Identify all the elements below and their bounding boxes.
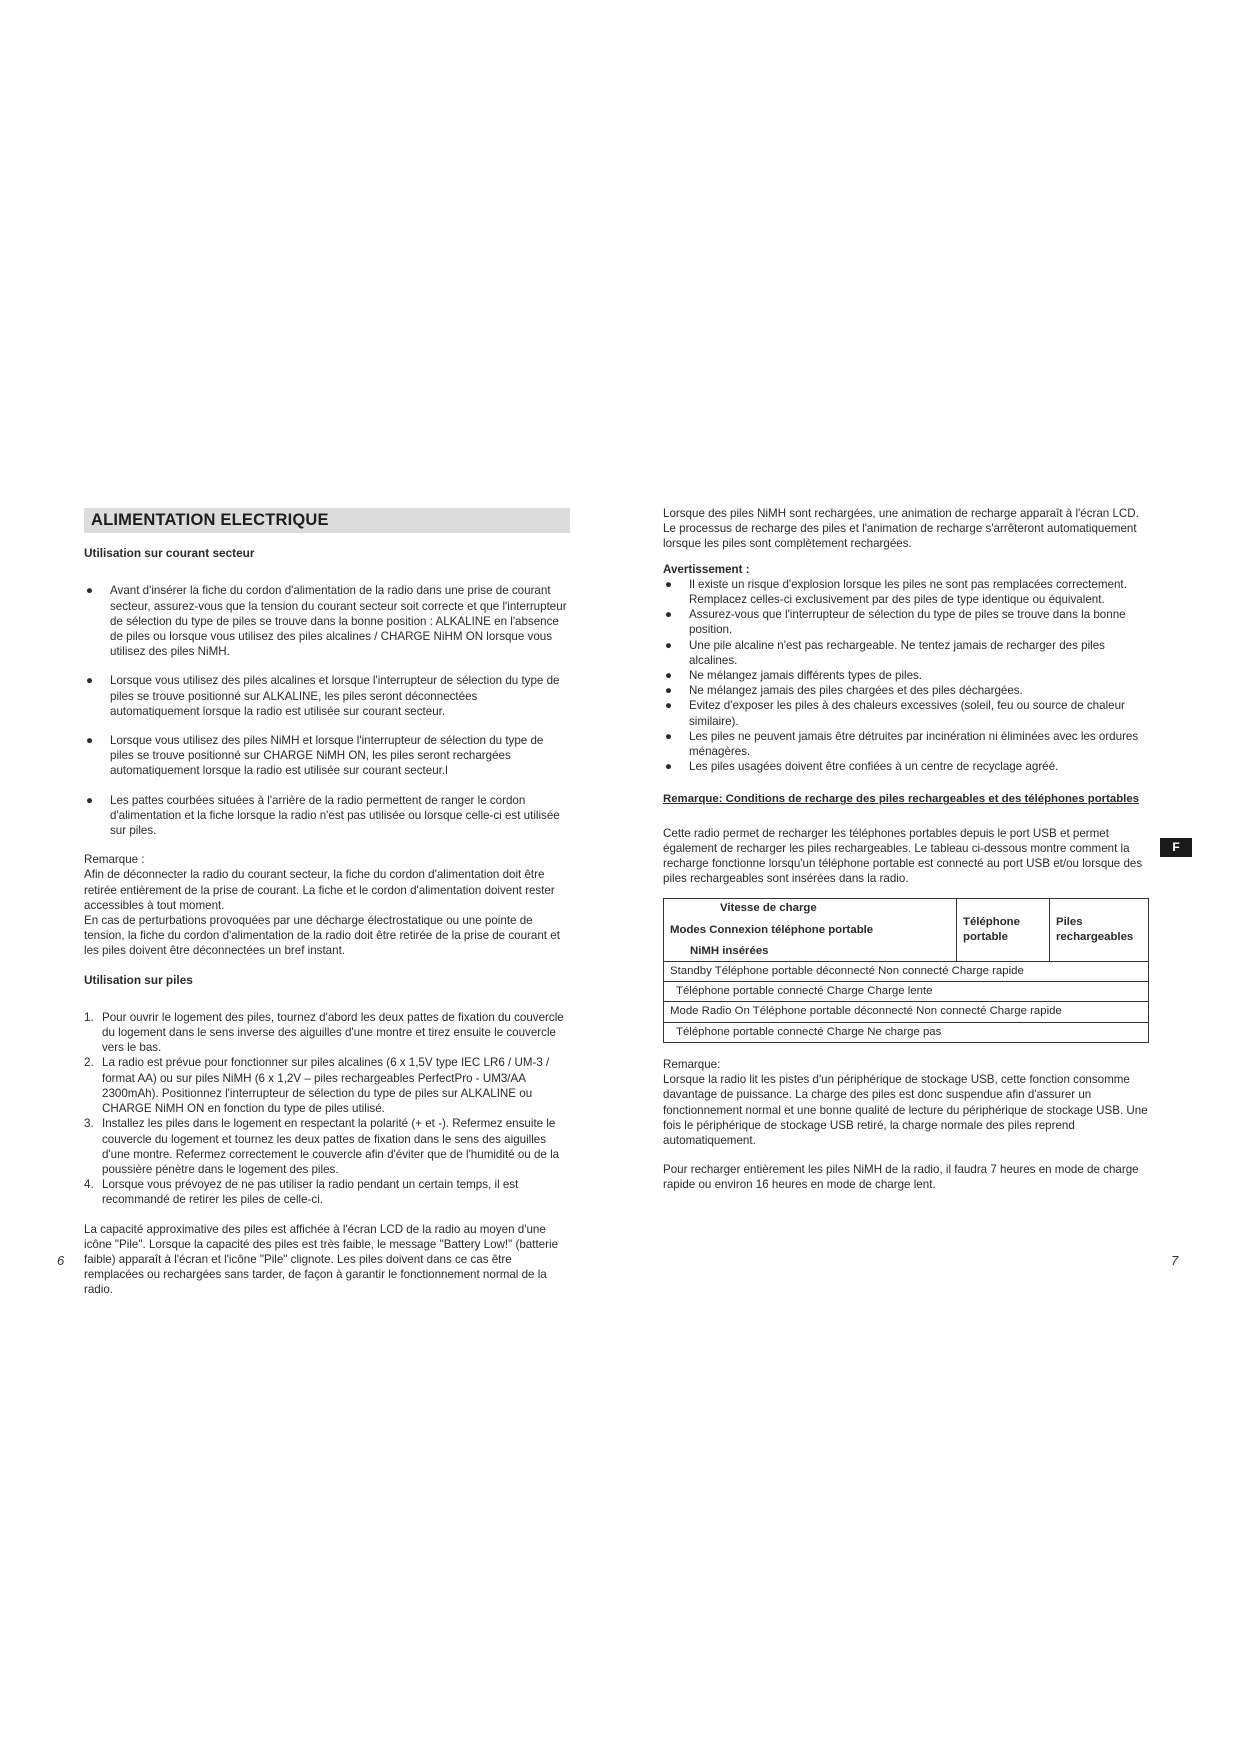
right-page: [663, 506, 1151, 1193]
table-row: [664, 1022, 1149, 1042]
bullet-icon: ●: [86, 674, 94, 688]
remark-paragraph: Afin de déconnecter la radio du courant secteur, la fiche du cordon d'alimentation doit être retirée entièrement de la prise de courant. La fiche et le cordon d'alimentation doivent rester accessibles à tout moment.: [84, 868, 555, 912]
charging-remark-title: Remarque: Conditions de recharge des piles rechargeables et des téléphones portables: [663, 793, 1140, 806]
table-header-cell: Piles rechargeables: [1050, 899, 1149, 962]
page-number-right: 7: [1171, 1253, 1179, 1268]
remark2-label: Remarque:: [663, 1057, 721, 1071]
page-number-left: 6: [57, 1253, 65, 1268]
table-row: [664, 1002, 1149, 1022]
list-item: ● Les pattes courbées situées à l'arrière de la radio permettent de ranger le cordon d'alimentation et la fiche lorsque la radio n'est pas utilisée ou lorsque celle-ci est utilisée sur piles.: [86, 793, 560, 838]
table-row: [664, 899, 1149, 962]
list-item: 4. Lorsque vous prévoyez de ne pas utiliser la radio pendant un certain temps, il est recommandé de retirer les piles de celle-ci.: [84, 1178, 519, 1207]
section-title: ALIMENTATION ELECTRIQUE: [84, 508, 570, 533]
warning-title: Avertissement :: [663, 562, 750, 576]
bullet-icon: ●: [665, 577, 673, 591]
bullet-icon: ●: [665, 608, 673, 622]
recharge-paragraph: Pour recharger entièrement les piles NiMH de la radio, il faudra 7 heures en mode de charge rapide ou environ 16 heures en mode de charge lent.: [663, 1163, 1139, 1192]
table-cell: Standby Téléphone portable déconnecté Non connecté Charge rapide: [664, 962, 1149, 982]
list-item: ● Il existe un risque d'explosion lorsque les piles ne sont pas remplacées correctement. Remplacez celles-ci exclusivement par des piles de type identique ou équivalent.: [665, 577, 1127, 607]
table-cell: Téléphone portable connecté Charge Charge lente: [664, 982, 1149, 1002]
list-item: ● Ne mélangez jamais différents types de piles.: [665, 669, 923, 683]
capacity-paragraph: La capacité approximative des piles est affichée à l'écran LCD de la radio au moyen d'une icône "Pile". Lorsque la capacité des piles est très faible, le message "Battery Low!" (batterie faible) apparaît à l'écran et l'icône "Pile" clignote. Les piles doivent dans ce cas être remplacées ou rechargées sans tarder, de façon à garantir le fonctionnement normal de la radio.: [84, 1222, 559, 1297]
left-page: [84, 508, 570, 1298]
language-tab: F: [1160, 838, 1192, 857]
charging-table: [663, 898, 1149, 1042]
list-item: ● Assurez-vous que l'interrupteur de sélection du type de piles se trouve dans la bonne position.: [665, 608, 1126, 637]
remark2-paragraph: Lorsque la radio lit les pistes d'un périphérique de stockage USB, cette fonction consomme davantage de puissance. La charge des piles est donc suspendue afin d'assurer un fonctionnement normal et une bonne qualité de lecture du périphérique de stockage USB. Une fois le périphérique de stockage USB retiré, la charge normale des piles reprend automatiquement.: [663, 1073, 1148, 1147]
list-item: ● Une pile alcaline n'est pas rechargeable. Ne tentez jamais de recharger des piles alcalines.: [665, 638, 1105, 667]
list-item: ● Lorsque vous utilisez des piles alcalines et lorsque l'interrupteur de sélection du type de piles se trouve positionné sur ALKALINE, les piles seront déconnectées automatiquement lorsque la radio est utilisée sur courant secteur.: [86, 674, 560, 718]
table-header-cell: Téléphone portable: [957, 899, 1050, 962]
table-header-cell: Vitesse de charge Modes Connexion téléphone portable NiMH insérées: [664, 899, 957, 962]
subheading-mains: Utilisation sur courant secteur: [84, 546, 255, 561]
bullet-icon: ●: [665, 684, 673, 698]
bullet-icon: ●: [86, 793, 94, 807]
bullet-icon: ●: [665, 638, 673, 652]
bullet-icon: ●: [665, 699, 673, 713]
subheading-batteries: Utilisation sur piles: [84, 972, 193, 987]
bullet-icon: ●: [86, 734, 94, 748]
list-item: ● Avant d'insérer la fiche du cordon d'alimentation de la radio dans une prise de courant secteur, assurez-vous que la tension du courant secteur soit correcte et que l'interrupteur de sélection du type de piles se trouve dans la bonne position : ALKALINE en l'absence de piles ou lorsque vous utilisez des piles alcalines / CHARGE NiHM ON lorsque vous utilisez des piles NiMH.: [86, 584, 567, 659]
list-item: 1. Pour ouvrir le logement des piles, tournez d'abord les deux pattes de fixation du couvercle du logement dans le sens inverse des aiguilles d'une montre et tirez ensuite le couvercle vers le bas.: [84, 1010, 564, 1055]
remark-label: Remarque :: [84, 853, 145, 867]
bullet-icon: ●: [665, 669, 673, 683]
table-row: [664, 962, 1149, 982]
list-item: 2. La radio est prévue pour fonctionner sur piles alcalines (6 x 1,5V type IEC LR6 / UM-3 / format AA) ou sur piles NiMH (6 x 1,2V – piles rechargeables PerfectPro - UM3/AA 2300mAh). Positionnez l'interrupteur de sélection du type de piles sur ALKALINE ou CHARGE NiMH ON en fonction du type de piles utilisé.: [84, 1056, 550, 1116]
remark-paragraph: En cas de perturbations provoquées par une décharge électrostatique ou une pointe de tension, la fiche du cordon d'alimentation de la radio doit être retirée de la prise de courant et les piles doivent être déconnectées un bref instant.: [84, 914, 560, 958]
bullet-icon: ●: [86, 584, 94, 598]
list-item: ● Les piles usagées doivent être confiées à un centre de recyclage agréé.: [665, 760, 1059, 774]
bullet-icon: ●: [665, 760, 673, 774]
table-row: [664, 982, 1149, 1002]
list-item: ● Les piles ne peuvent jamais être détruites par incinération ni éliminées avec les ordures ménagères.: [665, 729, 1139, 759]
bullet-icon: ●: [665, 729, 673, 743]
table-cell: Mode Radio On Téléphone portable déconnecté Non connecté Charge rapide: [664, 1002, 1149, 1022]
list-item: 3. Installez les piles dans le logement en respectant la polarité (+ et -). Refermez ensuite le couvercle du logement et tournez les deux pattes de fixation dans le sens des aiguilles d'une montre. Refermez correctement le couvercle afin d'éviter que de l'humidité ou de la poussière pénètre dans le logement des piles.: [84, 1117, 560, 1176]
list-item: ● Evitez d'exposer les piles à des chaleurs excessives (soleil, feu ou source de chaleur similaire).: [665, 699, 1125, 728]
list-item: ● Lorsque vous utilisez des piles NiMH et lorsque l'interrupteur de sélection du type de piles se trouve positionné sur CHARGE NiMH ON, les piles seront rechargées automatiquement lorsque la radio est utilisée sur courant secteur.l: [86, 734, 544, 778]
list-item: ● Ne mélangez jamais des piles chargées et des piles déchargées.: [665, 684, 1023, 698]
table-cell: Téléphone portable connecté Charge Ne charge pas: [664, 1022, 1149, 1042]
intro-paragraph: Lorsque des piles NiMH sont rechargées, une animation de recharge apparaît à l'écran LCD. Le processus de recharge des piles et l'animation de recharge s'arrêteront automatiquement lorsque les piles sont complètement rechargées.: [663, 507, 1139, 551]
usb-paragraph: Cette radio permet de recharger les téléphones portables depuis le port USB et permet également de recharger les piles rechargeables. Le tableau ci-dessous montre comment la recharge fonctionne lorsqu'un téléphone portable est connecté au port USB et/ou lorsque des piles rechargeables sont insérées dans la radio.: [663, 826, 1143, 886]
